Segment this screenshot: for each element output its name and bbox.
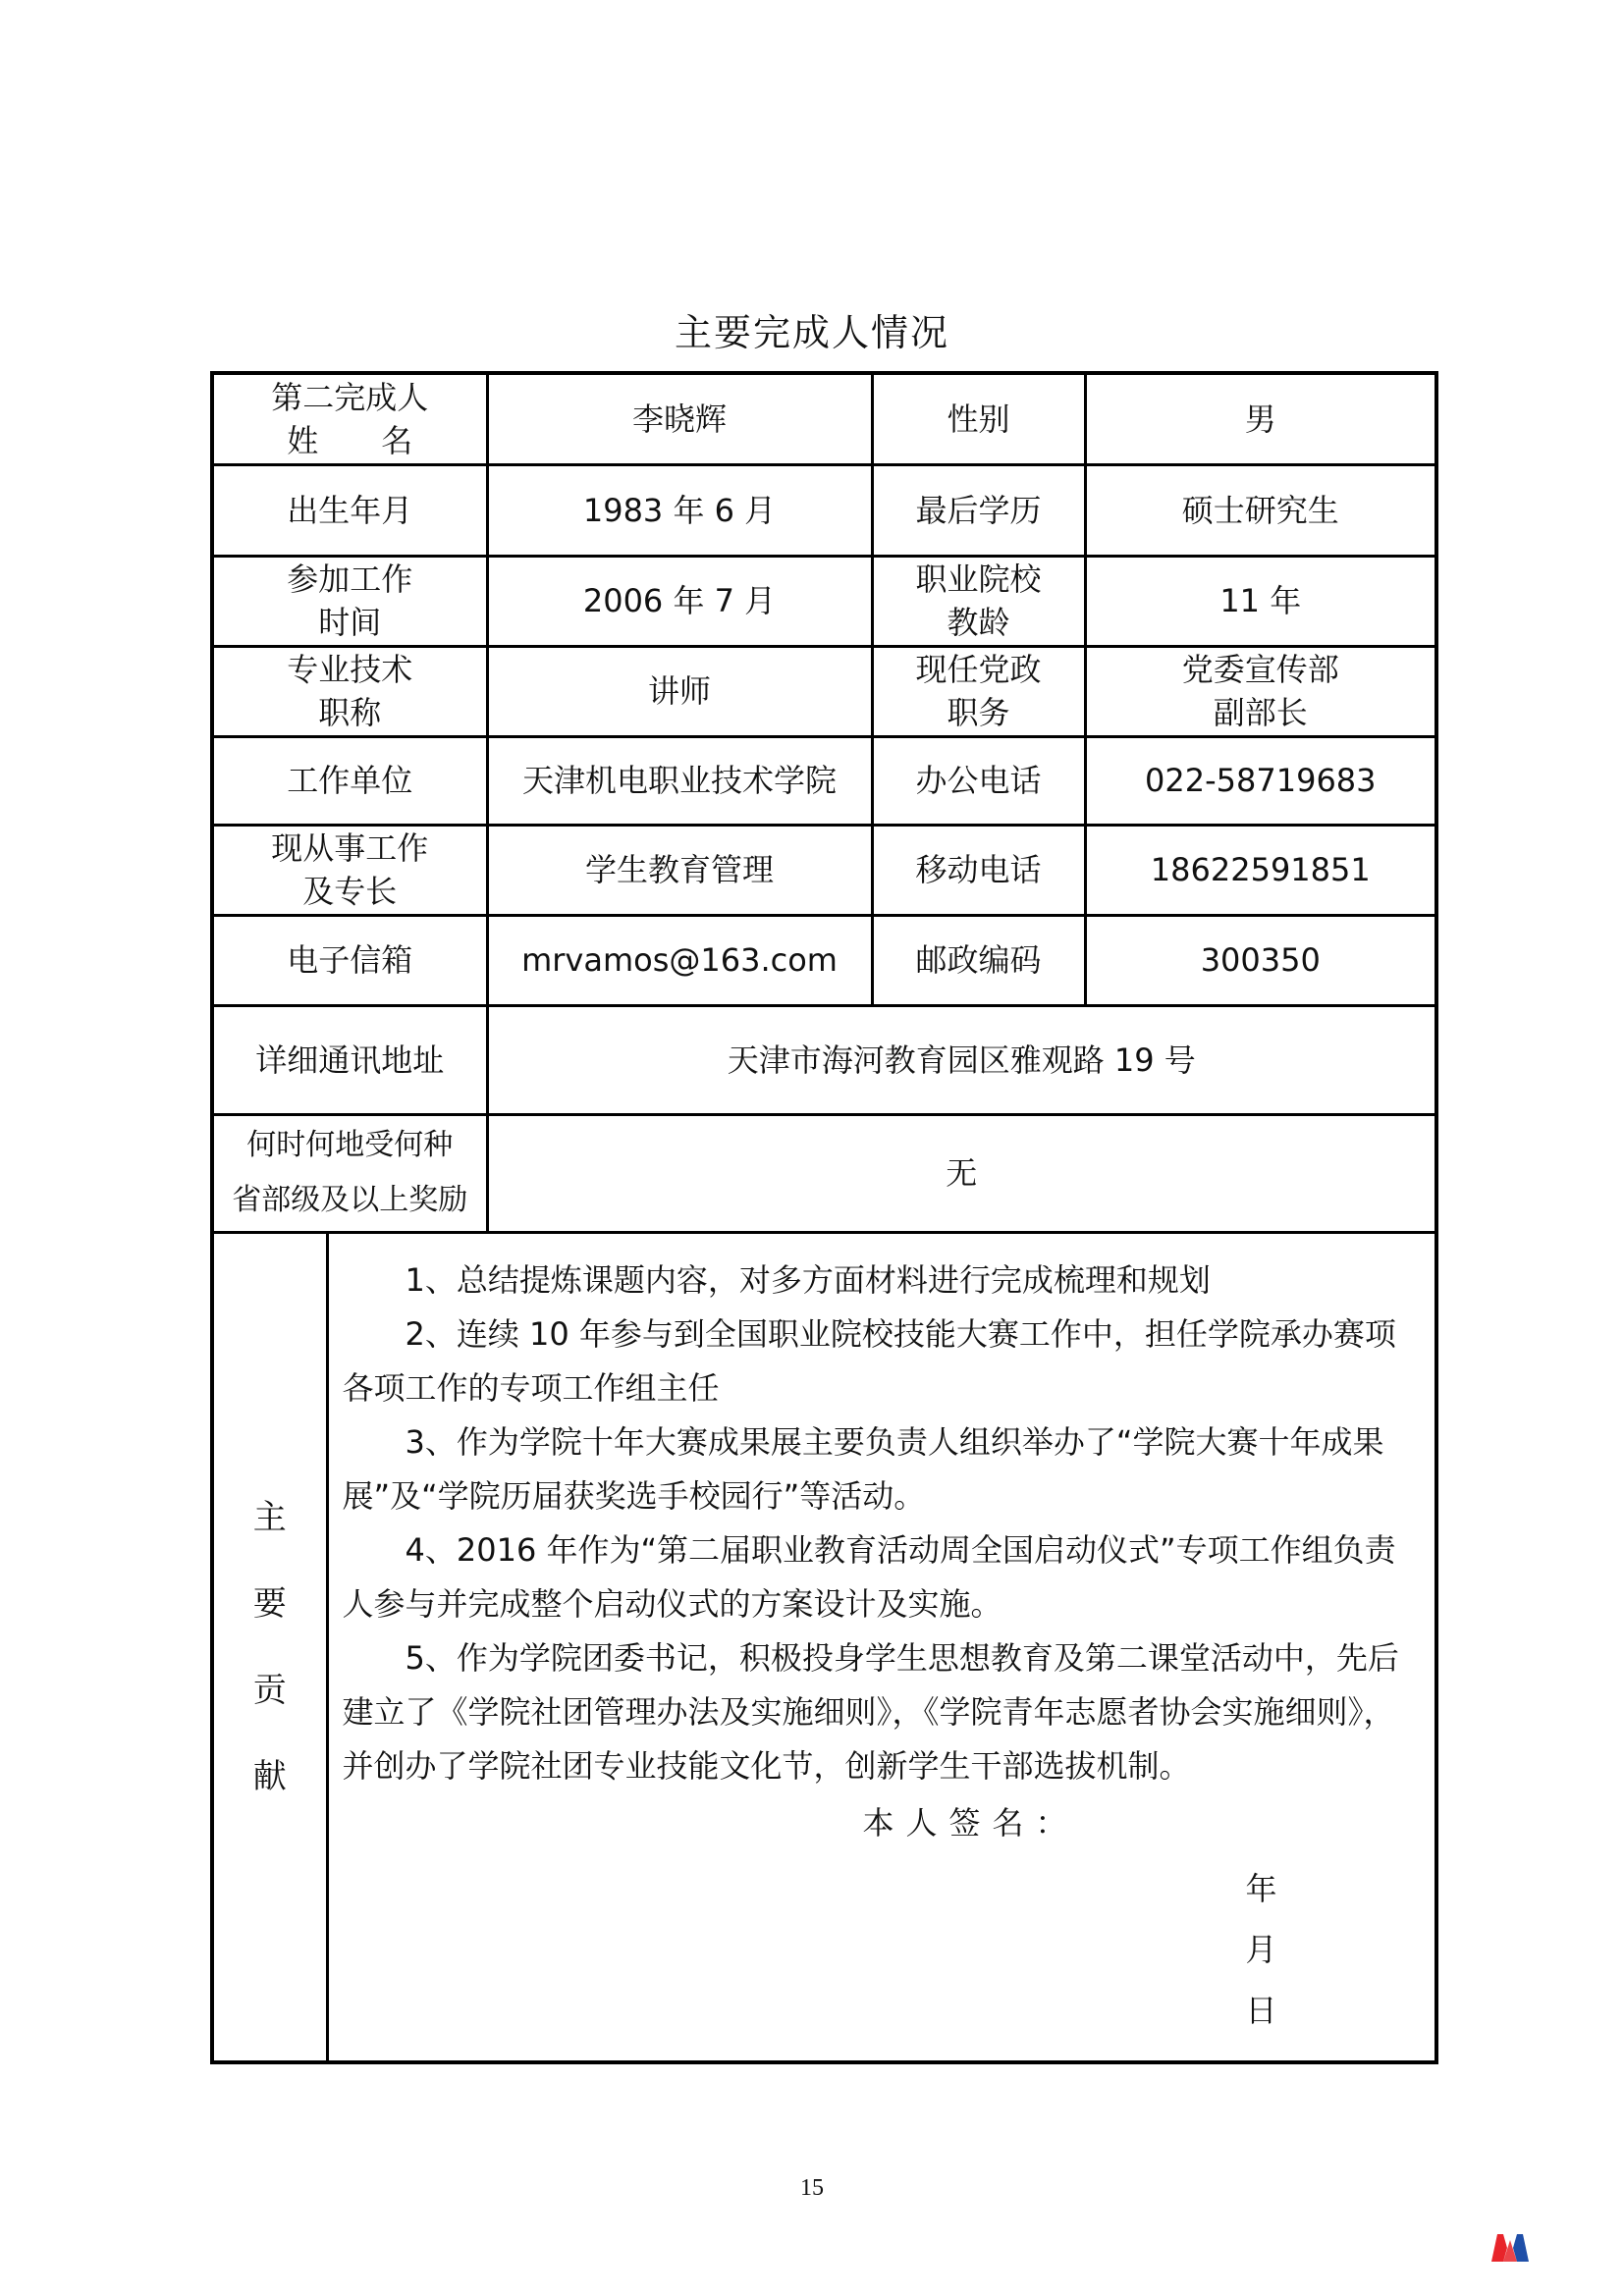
- pro-title-label: 专业技术 职称: [212, 646, 487, 736]
- job-label: 现从事工作 及专长: [212, 825, 487, 915]
- mobile-value: 18622591851: [1085, 825, 1436, 915]
- office-phone-label: 办公电话: [872, 736, 1085, 825]
- form-title: 主要完成人情况: [674, 311, 949, 354]
- awards-value: 无: [487, 1114, 1436, 1232]
- contribution-item-5: 5、作为学院团委书记，积极投身学生思想教育及第二课堂活动中，先后建立了《学院社团管理办法及实施细则》，《学院青年志愿者协会实施细则》，并创办了学院社团专业技能文化节，创新学生干部选拔机制。: [342, 1638, 1399, 1785]
- date-line: [343, 1858, 1422, 2041]
- gender-label: 性别: [872, 373, 1085, 464]
- teach-age-label: 职业院校 教龄: [872, 556, 1085, 646]
- postcode-value: 300350: [1085, 915, 1436, 1005]
- table-row-email: [212, 915, 1436, 1005]
- gender-value: 男: [1085, 373, 1436, 464]
- teach-age-value: 11 年: [1085, 556, 1436, 646]
- table-row-title: [212, 646, 1436, 736]
- postcode-label: 邮政编码: [872, 915, 1085, 1005]
- birth-value: 1983 年 6 月: [487, 464, 872, 556]
- email-value: mrvamos@163.com: [487, 915, 872, 1005]
- name-value: 李晓辉: [487, 373, 872, 464]
- contribution-label: 主 要 贡 献: [212, 1232, 327, 2062]
- contribution-item-1: 1、总结提炼课题内容，对多方面材料进行完成梳理和规划: [405, 1260, 1211, 1299]
- table-row-contribution: [212, 1232, 1436, 2062]
- table-row-birth: [212, 464, 1436, 556]
- address-value: 天津市海河教育园区雅观路 19 号: [487, 1005, 1436, 1114]
- contribution-content: [327, 1232, 1436, 2062]
- date-day: 日: [1245, 1991, 1277, 2029]
- logo-icon: [1489, 2230, 1531, 2264]
- birth-label: 出生年月: [212, 464, 487, 556]
- post-value: 党委宣传部 副部长: [1085, 646, 1436, 736]
- date-year: 年: [1245, 1869, 1277, 1907]
- pro-title-value: 讲师: [487, 646, 872, 736]
- post-label: 现任党政 职务: [872, 646, 1085, 736]
- email-label: 电子信箱: [212, 915, 487, 1005]
- signature-line: 本人签名：: [862, 1803, 1079, 1842]
- contribution-item-3: 3、作为学院十年大赛成果展主要负责人组织举办了“学院大赛十年成果展”及“学院历届获奖选手校园行”等活动。: [342, 1422, 1384, 1515]
- education-value: 硕士研究生: [1085, 464, 1436, 556]
- work-start-label: 参加工作 时间: [212, 556, 487, 646]
- table-row-awards: [212, 1114, 1436, 1232]
- education-label: 最后学历: [872, 464, 1085, 556]
- date-month: 月: [1245, 1930, 1277, 1968]
- table-row-address: [212, 1005, 1436, 1114]
- table-row-work-start: [212, 556, 1436, 646]
- awards-label: 何时何地受何种 省部级及以上奖励: [212, 1114, 487, 1232]
- address-label: 详细通讯地址: [212, 1005, 487, 1114]
- page-number: 15: [800, 2175, 824, 2201]
- contribution-item-4: 4、2016 年作为“第二届职业教育活动周全国启动仪式”专项工作组负责人参与并完成整个启动仪式的方案设计及实施。: [342, 1530, 1396, 1623]
- unit-value: 天津机电职业技术学院: [487, 736, 872, 825]
- job-value: 学生教育管理: [487, 825, 872, 915]
- office-phone-value: 022-58719683: [1085, 736, 1436, 825]
- table-row-unit: [212, 736, 1436, 825]
- personnel-info-table: [210, 371, 1438, 2064]
- work-start-value: 2006 年 7 月: [487, 556, 872, 646]
- unit-label: 工作单位: [212, 736, 487, 825]
- table-row-job: [212, 825, 1436, 915]
- table-row-name: [212, 373, 1436, 464]
- contribution-item-2: 2、连续 10 年参与到全国职业院校技能大赛工作中，担任学院承办赛项各项工作的专项工作组主任: [342, 1314, 1396, 1407]
- name-label: 第二完成人 姓 名: [212, 373, 487, 464]
- mobile-label: 移动电话: [872, 825, 1085, 915]
